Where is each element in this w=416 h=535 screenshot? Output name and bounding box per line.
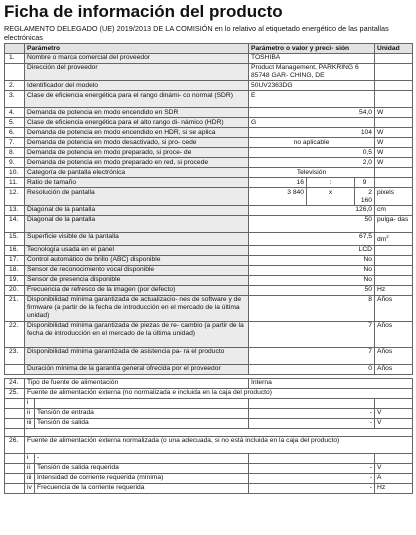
table-row: 26. Fuente de alimentación externa normalizada (o una adecuada, si no está incluida en la caja del producto) bbox=[5, 436, 413, 453]
table-row: 6. Demanda de potencia en modo encendido en HDR, si se aplica 104 W bbox=[5, 128, 413, 138]
header-value: Parámetro o valor y preci- sión bbox=[249, 44, 375, 54]
table-row: 9. Demanda de potencia en modo preparado en red, si procede 2,0 W bbox=[5, 158, 413, 168]
table-spacer-row bbox=[5, 428, 413, 436]
table-row: 22. Disponibilidad mínima garantizada de piezas de re- cambio (a partir de la fecha de introducción en el mercado de la última unidad) 7 Años bbox=[5, 321, 413, 347]
table-row: iv Frecuencia de la corriente requerida - Hz bbox=[5, 483, 413, 493]
table-row: iii Intensidad de corriente requerida (mínima) - A bbox=[5, 473, 413, 483]
table-row: 20. Frecuencia de refresco de la imagen (por defecto) 50 Hz bbox=[5, 285, 413, 295]
regulation-reference: REGLAMENTO DELEGADO (UE) 2019/2013 DE LA COMISIÓN en lo relativo al etiquetado energético de las pantallas electrónicas bbox=[4, 24, 389, 42]
table-row: 18. Sensor de reconocimiento vocal disponible No bbox=[5, 265, 413, 275]
table-row: 21. Disponibilidad mínima garantizada de actualizacio- nes de software y de firmware (a partir de la fecha de introducción en el mercado de la última unidad) 8 Años bbox=[5, 295, 413, 321]
page-title: Ficha de información del producto bbox=[4, 2, 283, 21]
power-supply-table bbox=[4, 378, 413, 494]
table-row: 2. Identificador del modelo 50UV2363DG bbox=[5, 81, 413, 91]
table-row: 19. Sensor de presencia disponible No bbox=[5, 275, 413, 285]
table-row: 12. Resolución de pantalla 3 840 x 2 160 pixels bbox=[5, 188, 413, 205]
table-row: 10. Categoría de pantalla electrónica Televisión bbox=[5, 168, 413, 178]
table-row: 23. Disponibilidad mínima garantizada de asistencia pa- ra el producto 7 Años bbox=[5, 347, 413, 364]
table-row: 24. Tipo de fuente de alimentación Interna bbox=[5, 378, 413, 388]
table-row: ii Tensión de entrada - V bbox=[5, 408, 413, 418]
table-row: 16. Tecnología usada en el panel LCD bbox=[5, 245, 413, 255]
table-row: Duración mínima de la garantía general ofrecida por el proveedor 0 Años bbox=[5, 364, 413, 374]
table-row: iii Tensión de salida - V bbox=[5, 418, 413, 428]
header-unit: Unidad bbox=[375, 44, 413, 54]
table-row: 8. Demanda de potencia en modo preparado, si proce- de 0,5 W bbox=[5, 148, 413, 158]
table-row: 14. Diagonal de la pantalla 50 pulga- das bbox=[5, 215, 413, 232]
table-row: 25. Fuente de alimentación externa (no normalizada e incluida en la caja del producto) bbox=[5, 388, 413, 398]
table-row: 13. Diagonal de la pantalla 126,0 cm bbox=[5, 205, 413, 215]
table-row: 3. Clase de eficiencia energética para el rango dinámi- co normal (SDR) E bbox=[5, 91, 413, 108]
table-row: 17. Control automático de brillo (ABC) disponible No bbox=[5, 255, 413, 265]
table-row: 1. Nombre o marca comercial del proveedor TOSHIBA bbox=[5, 53, 413, 63]
table-row: 15. Superficie visible de la pantalla 67,5 $dm^2$ bbox=[5, 232, 413, 245]
table-row: i - bbox=[5, 453, 413, 463]
parameters-table bbox=[4, 43, 413, 374]
header-num-cell bbox=[5, 44, 25, 54]
table-row: 5. Clase de eficiencia energética para el alto rango di- námico (HDR) G bbox=[5, 118, 413, 128]
table-row: 4. Demanda de potencia en modo encendido en SDR 54,0 W bbox=[5, 108, 413, 118]
header-parameter: Parámetro bbox=[25, 44, 249, 54]
table-row: 11. Ratio de tamaño 16 : 9 bbox=[5, 178, 413, 188]
table-row: ii Tensión de salida requerida - V bbox=[5, 463, 413, 473]
table-row: Dirección del proveedor Product Management, PARKRING 6 85748 GAR- CHING, DE bbox=[5, 63, 413, 80]
table-row: 7. Demanda de potencia en modo desactivado, si pro- cede no aplicable W bbox=[5, 138, 413, 148]
table-row: i bbox=[5, 398, 413, 408]
